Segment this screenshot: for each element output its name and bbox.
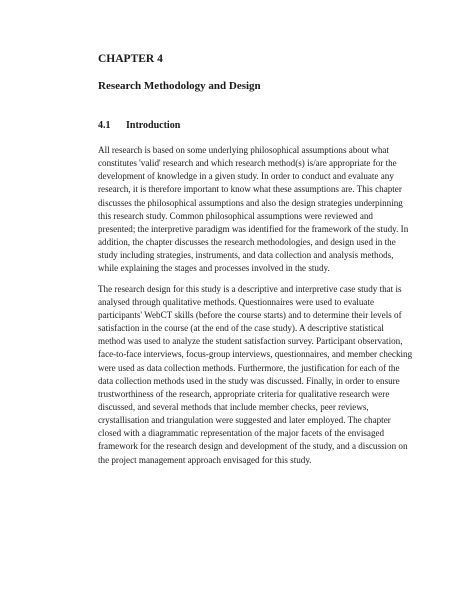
text-line: face-to-face interviews, focus-group interviews, questionnaires, and member checking bbox=[98, 349, 413, 360]
text-line: discussed, and several methods that include member checks, peer reviews, bbox=[98, 401, 369, 412]
text-line: were used as data collection methods. Furthermore, the justification for each of the bbox=[98, 362, 400, 373]
text-line: crystallisation and triangulation were suggested and later employed. The chapter bbox=[98, 415, 391, 426]
section-heading bbox=[98, 119, 404, 132]
text-line: data collection methods used in the study was discussed. Finally, in order to ensure bbox=[98, 375, 400, 386]
body-text bbox=[98, 144, 413, 467]
text-line: study including strategies, instruments, and data collection and analysis methods, bbox=[98, 250, 394, 261]
text-line: addition, the chapter discusses the research methodologies, and design used in the bbox=[98, 237, 396, 248]
text-line: presented; the interpretive paradigm was identified for the framework of the study. In bbox=[98, 223, 409, 234]
text-line: analysed through qualitative methods. Questionnaires were used to evaluate bbox=[98, 296, 375, 307]
text-line: while explaining the stages and processes involved in the study. bbox=[98, 263, 330, 274]
text-line: satisfaction in the course (at the end of the case study). A descriptive statistical bbox=[98, 323, 384, 334]
text-line: All research is based on some underlying philosophical assumptions about what bbox=[98, 145, 389, 155]
text-line: discusses the philosophical assumptions and also the design strategies underpinning bbox=[98, 197, 403, 208]
text-line: research, it is therefore important to know what these assumptions are. This chapter bbox=[98, 184, 402, 195]
text-line: The research design for this study is a descriptive and interpretive case study that is bbox=[98, 283, 402, 294]
text-line: participants' WebCT skills (before the course starts) and to determine their levels of bbox=[98, 309, 402, 320]
chapter-label: CHAPTER 4 bbox=[98, 53, 163, 65]
body-paragraph bbox=[98, 144, 409, 276]
text-line: method was used to analyze the student satisfaction survey. Participant observation, bbox=[98, 336, 403, 347]
text-line: constitutes 'valid' research and which research method(s) is/are appropriate for the bbox=[98, 158, 397, 169]
text-line: development of knowledge in a given study. In order to conduct and evaluate any bbox=[98, 171, 394, 182]
chapter-title: Research Methodology and Design bbox=[98, 80, 261, 92]
text-line: trustworthiness of the research, appropriate criteria for qualitative research were bbox=[98, 388, 390, 399]
text-line: this research study. Common philosophical assumptions were reviewed and bbox=[98, 210, 373, 221]
text-line: closed with a diagrammatic representation of the major facets of the envisaged bbox=[98, 428, 385, 439]
text-line: the project management approach envisaged for this study. bbox=[98, 454, 312, 465]
section-number: 4.1 bbox=[98, 120, 111, 131]
text-line: framework for the research design and development of the study, and a discussion on bbox=[98, 441, 408, 452]
section-title: Introduction bbox=[126, 120, 181, 131]
body-paragraph bbox=[98, 283, 413, 467]
